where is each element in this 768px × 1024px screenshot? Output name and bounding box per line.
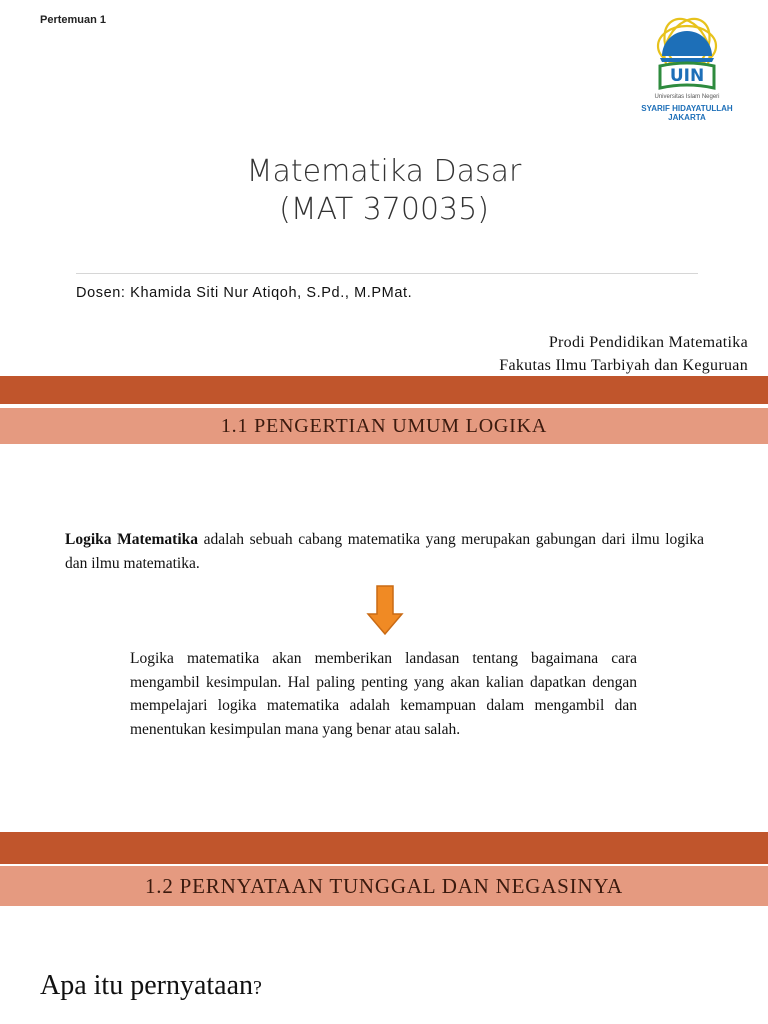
university-logo <box>626 14 748 124</box>
slide3-top-band <box>0 832 768 864</box>
logo-emblem-text: UIN <box>669 66 705 86</box>
explanation-paragraph: Logika matematika akan memberikan landasan tentang bagaimana cara mengambil kesimpulan. Hal paling penting yang akan kalian dapatkan dengan mempelajari logika matematika adalah kemampuan dalam mengambil dan menentukan kesimpulan mana yang benar atau salah. <box>130 650 637 738</box>
slide2-top-band <box>0 376 768 404</box>
slide3-heading-band <box>0 866 768 906</box>
slide2-heading: 1.1 PENGERTIAN UMUM LOGIKA <box>220 415 548 437</box>
slide2-heading-band <box>0 408 768 444</box>
institution-line-1: Prodi Pendidikan Matematika <box>548 334 748 351</box>
logo-small-text: Universitas Islam Negeri <box>654 94 720 100</box>
title-divider <box>76 273 698 274</box>
definition-paragraph <box>65 528 704 576</box>
course-title: Matematika Dasar <box>246 154 522 189</box>
definition-text: adalah sebuah cabang matematika yang merupakan gabungan dari ilmu logika dan ilmu matematika. <box>65 531 704 572</box>
course-code: (MAT 370035) <box>279 192 489 227</box>
institution-line-2: Fakutas Ilmu Tarbiyah dan Keguruan <box>499 357 748 374</box>
session-label: Pertemuan 1 <box>40 14 107 26</box>
question-main: Apa itu pernyataan <box>40 970 254 1001</box>
slide3-heading: 1.2 PERNYATAAN TUNGGAL DAN NEGASINYA <box>144 874 624 898</box>
question-mark: ? <box>253 977 262 999</box>
definition-term: Logika Matematika <box>65 531 199 548</box>
logo-name: SYARIF HIDAYATULLAH JAKARTA <box>641 104 733 122</box>
lecturer-name: Dosen: Khamida Siti Nur Atiqoh, S.Pd., M.PMat. <box>76 285 413 301</box>
down-arrow-icon <box>365 584 405 636</box>
question-text <box>40 970 262 1002</box>
